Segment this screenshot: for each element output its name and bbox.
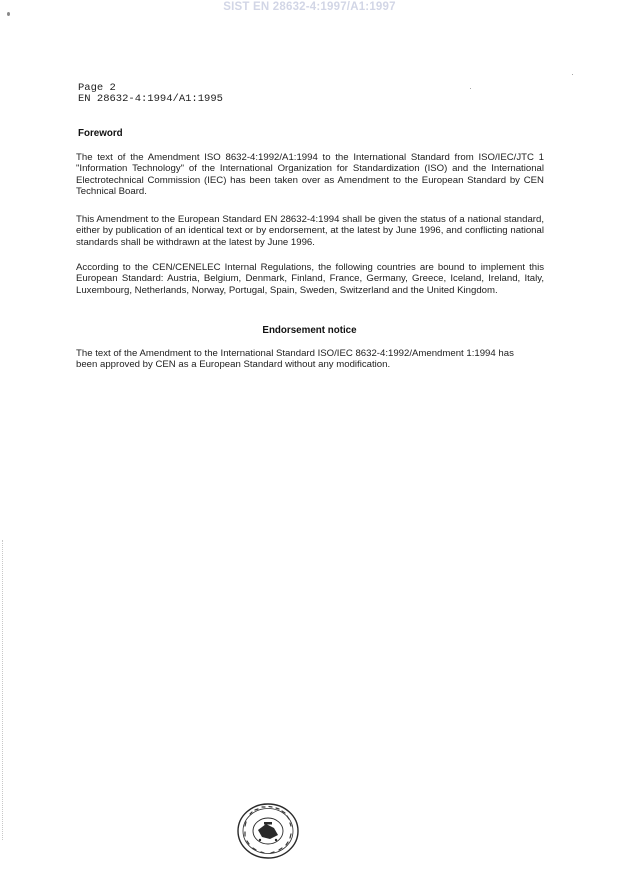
foreword-paragraph-1: The text of the Amendment ISO 8632-4:1992/A1:1994 to the International Standard from ISO/IEC/JTC 1 "Information Technology" of the International Organization for Standardization (ISO) and the International Electrotechnical Commission (IEC) has been taken over as Amendment to the European Standard by CEN Technical Board. bbox=[76, 152, 544, 198]
page-number: Page 2 bbox=[78, 82, 116, 94]
foreword-heading: Foreword bbox=[78, 128, 123, 139]
scan-margin-marks bbox=[2, 540, 5, 840]
standard-id: EN 28632-4:1994/A1:1995 bbox=[78, 93, 223, 105]
scan-speck bbox=[7, 12, 10, 16]
scan-speck bbox=[470, 88, 471, 89]
foreword-paragraph-2: This Amendment to the European Standard EN 28632-4:1994 shall be given the status of a national standard, either by publication of an identical text or by endorsement, at the latest by June 1996, and conflicting national standards shall be withdrawn at the latest by June 1996. bbox=[76, 214, 544, 248]
institute-seal-icon bbox=[236, 802, 300, 860]
endorsement-text: The text of the Amendment to the International Standard ISO/IEC 8632-4:1992/Amendment 1:1994 has been approved by CEN as a European Standard without any modification. bbox=[76, 348, 514, 371]
endorsement-heading: Endorsement notice bbox=[262, 325, 357, 336]
watermark: SIST EN 28632-4:1997/A1:1997 bbox=[223, 1, 396, 13]
page-header bbox=[78, 83, 223, 105]
scan-speck bbox=[572, 74, 573, 75]
foreword-paragraph-3: According to the CEN/CENELEC Internal Regulations, the following countries are bound to implement this European Standard: Austria, Belgium, Denmark, Finland, France, Germany, Greece, Iceland, Ireland, Italy, Luxembourg, Netherlands, Norway, Portugal, Spain, Sweden, Switzerland and the United Kingdom. bbox=[76, 262, 544, 296]
